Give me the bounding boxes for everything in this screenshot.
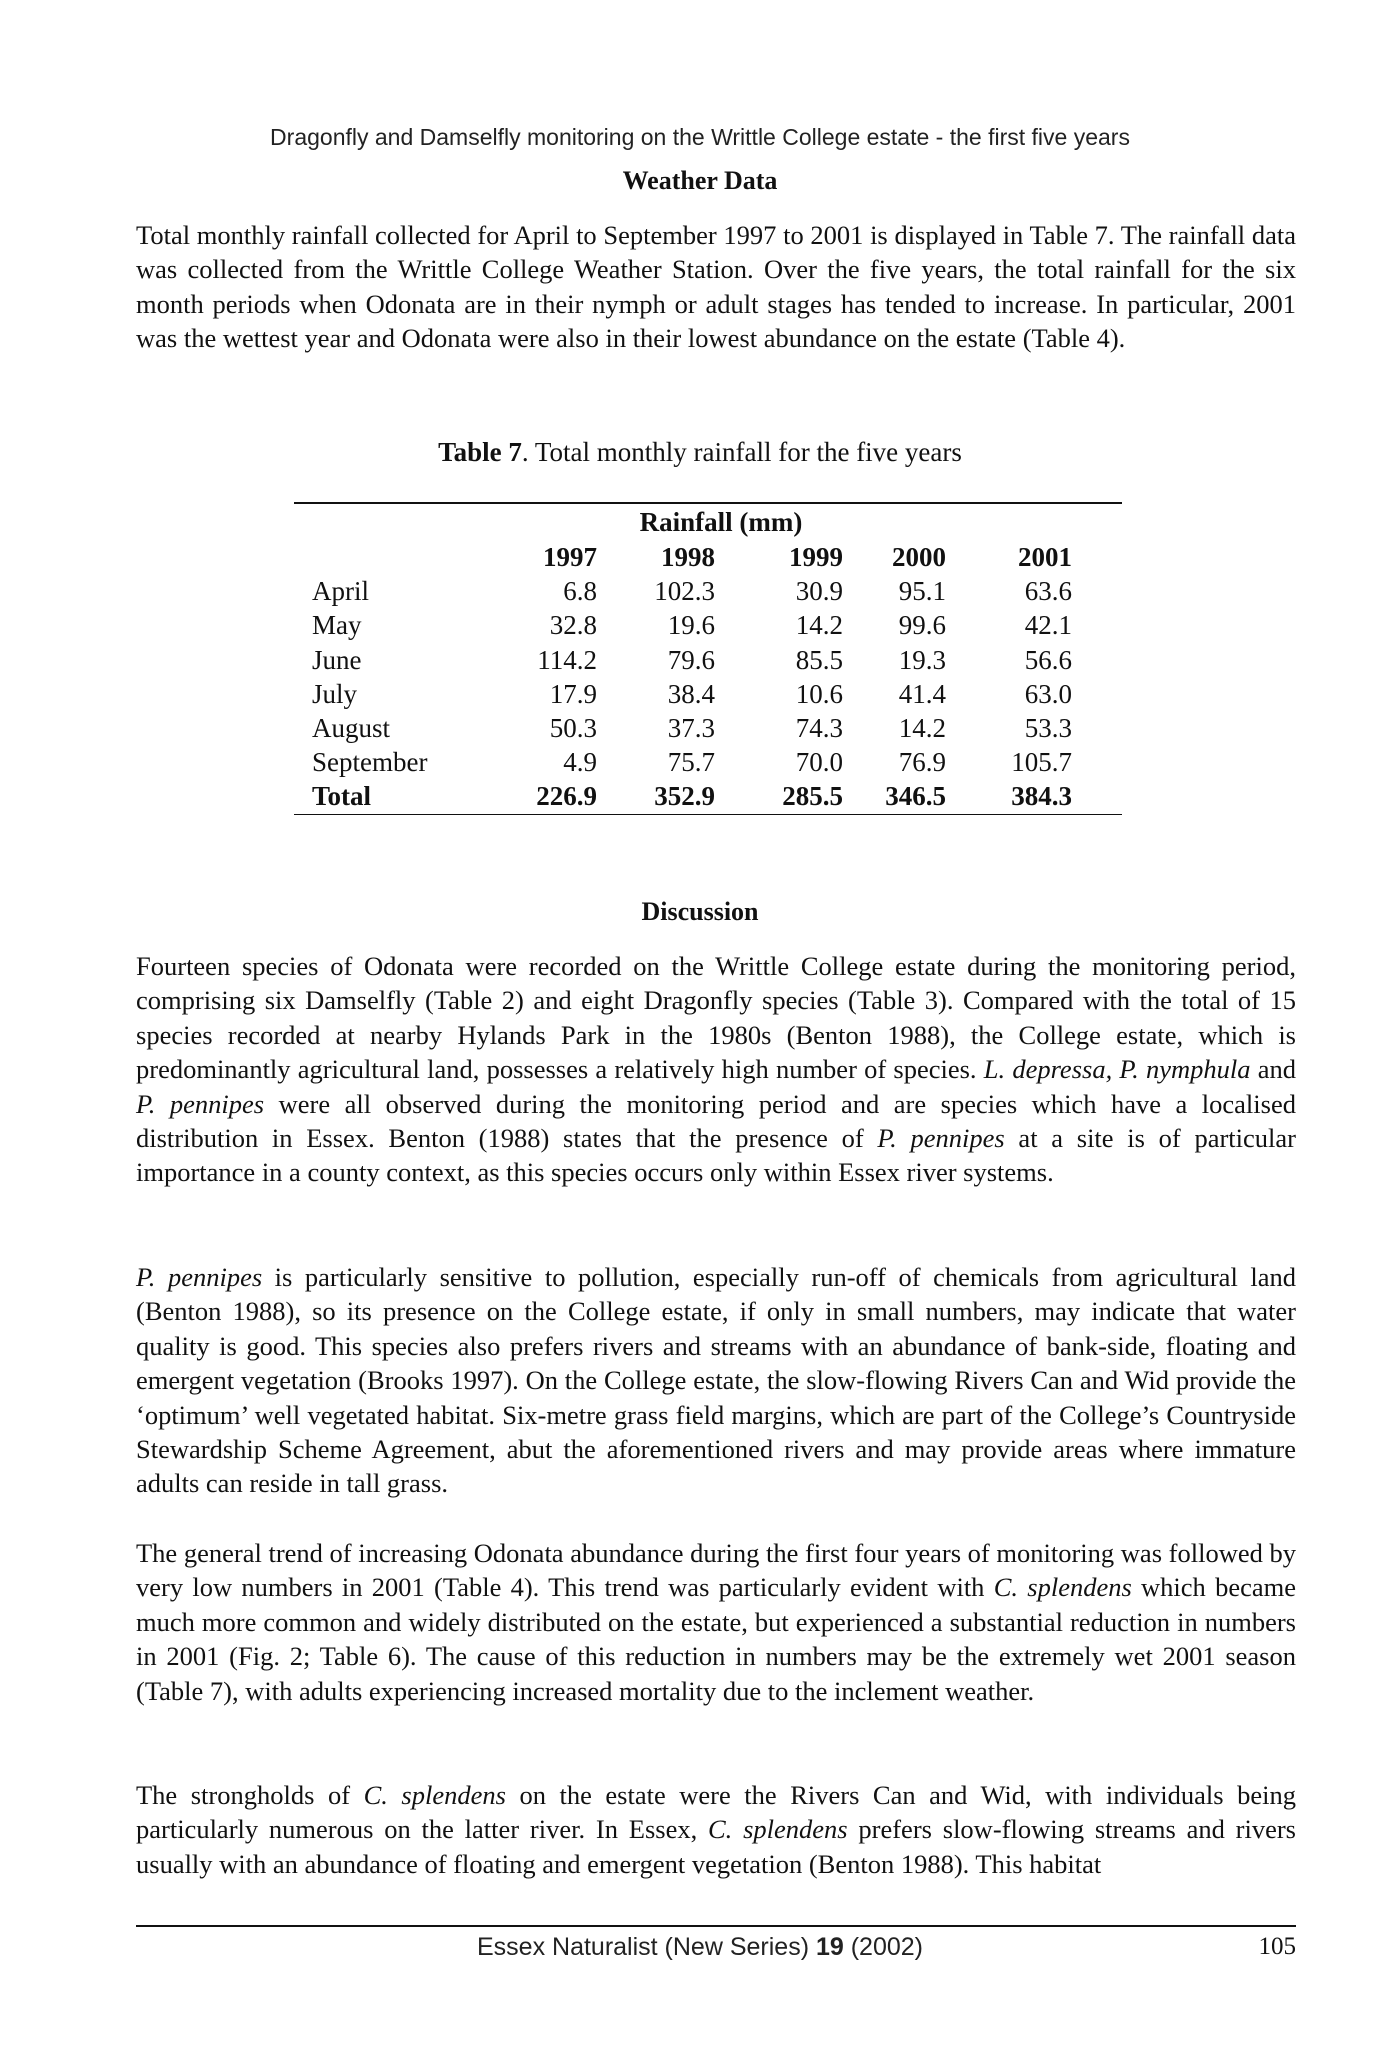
value-cell: 10.6 bbox=[795, 678, 843, 709]
text-run: and bbox=[1250, 1054, 1297, 1085]
table-group-header: Rainfall (mm) bbox=[639, 507, 803, 537]
text-run: which became much more common and widely distributed on the estate, but experienced a substantial reduction in numbers in 2001 (Fig. 2; Table 6). The cause of this reduction in numbers may be the extremely wet 2001 season (Table 7), with adults experiencing increased mortality due to the inclement weather. bbox=[136, 1572, 1296, 1706]
total-cell: 226.9 bbox=[536, 781, 597, 812]
journal-name: Essex Naturalist (New Series) bbox=[476, 1933, 816, 1961]
table-caption bbox=[0, 437, 1400, 468]
table-total-row bbox=[294, 779, 1122, 813]
running-head: Dragonfly and Damselfly monitoring on the Writtle College estate - the first five years bbox=[270, 124, 1130, 150]
table-row bbox=[294, 677, 1122, 711]
month-cell: June bbox=[312, 644, 362, 675]
text-run: on the estate were the Rivers Can and Wid, with individuals being particularly numerous on the latter river. In Essex, bbox=[136, 1780, 1297, 1845]
value-cell: 32.8 bbox=[549, 610, 597, 641]
value-cell: 79.6 bbox=[667, 644, 715, 675]
discussion-paragraph-1 bbox=[136, 949, 1296, 1190]
footer-rule bbox=[136, 1925, 1296, 1927]
species-name: P. pennipes bbox=[136, 1262, 263, 1292]
table-bottom-rule bbox=[294, 814, 1122, 815]
discussion-section-title: Discussion bbox=[641, 897, 759, 926]
value-cell: 37.3 bbox=[667, 712, 715, 743]
header-year: 1998 bbox=[661, 542, 715, 572]
value-cell: 19.3 bbox=[898, 644, 946, 675]
header-month-cell bbox=[294, 540, 482, 574]
text-run: The strongholds of bbox=[136, 1780, 364, 1810]
journal-year: (2002) bbox=[843, 1933, 923, 1961]
month-cell: July bbox=[312, 678, 358, 709]
month-cell: September bbox=[312, 747, 428, 778]
species-name: P. pennipes bbox=[877, 1123, 1005, 1154]
value-cell: 56.6 bbox=[1024, 644, 1072, 675]
value-cell: 14.2 bbox=[898, 712, 946, 743]
value-cell: 50.3 bbox=[549, 712, 597, 743]
value-cell: 76.9 bbox=[898, 747, 946, 778]
weather-section-title: Weather Data bbox=[622, 166, 778, 195]
text-run: at a site is of particular importance in a county context, as this species occurs only within Essex river systems. bbox=[136, 1123, 1296, 1188]
table-caption-label: Table 7 bbox=[438, 437, 522, 467]
value-cell: 75.7 bbox=[667, 747, 715, 778]
discussion-paragraph-3 bbox=[136, 1536, 1296, 1708]
value-cell: 70.0 bbox=[795, 747, 843, 778]
table-row bbox=[294, 745, 1122, 779]
text-run: prefers slow-flowing streams and rivers usually with an abundance of floating and emergent vegetation (Benton 1988). This habitat bbox=[136, 1814, 1296, 1879]
text-run: is particularly sensitive to pollution, especially run-off of chemicals from agricultural land (Benton 1988), so its presence on the College estate, if only in small numbers, may indicate that water quality is good. This species also prefers rivers and streams with an abundance of bank-side, floating and emergent vegetation (Brooks 1997). On the College estate, the slow-flowing Rivers Can and Wid provide the ‘optimum’ well vegetated habitat. Six-metre grass field margins, which are part of the College’s Countryside Stewardship Scheme Agreement, abut the aforementioned rivers and may provide areas where immature adults can reside in tall grass. bbox=[136, 1262, 1296, 1499]
table-row bbox=[294, 711, 1122, 745]
value-cell: 74.3 bbox=[795, 712, 843, 743]
total-label: Total bbox=[312, 781, 372, 812]
month-cell: May bbox=[312, 610, 362, 641]
header-year: 1997 bbox=[543, 542, 597, 572]
text-run: were all observed during the monitoring period and are species which have a localised distribution in Essex. Benton (1988) states that the presence of bbox=[136, 1088, 1296, 1154]
value-cell: 102.3 bbox=[654, 576, 715, 607]
header-year: 2001 bbox=[1018, 542, 1072, 572]
total-cell: 352.9 bbox=[654, 781, 715, 812]
discussion-paragraph-2 bbox=[136, 1260, 1296, 1501]
header-year: 2000 bbox=[892, 542, 946, 572]
table-row bbox=[294, 608, 1122, 642]
value-cell: 42.1 bbox=[1024, 610, 1072, 641]
species-name: C. splendens bbox=[993, 1572, 1132, 1603]
value-cell: 4.9 bbox=[563, 747, 597, 778]
value-cell: 114.2 bbox=[537, 644, 597, 675]
value-cell: 17.9 bbox=[549, 678, 597, 709]
discussion-paragraph-4 bbox=[136, 1778, 1296, 1881]
journal-volume: 19 bbox=[815, 1933, 844, 1961]
total-cell: 285.5 bbox=[782, 781, 843, 812]
table-caption-text: . Total monthly rainfall for the five years bbox=[521, 437, 962, 467]
month-cell: April bbox=[312, 576, 369, 607]
value-cell: 41.4 bbox=[898, 678, 946, 709]
value-cell: 30.9 bbox=[795, 576, 843, 607]
value-cell: 99.6 bbox=[898, 610, 946, 641]
text-run: Fourteen species of Odonata were recorded on the Writtle College estate during the monitoring period, comprising six Damselfly (Table 2) and eight Dragonfly species (Table 3). Compared with the total of 15 species recorded at nearby Hylands Park in the 1980s (Benton 1988), the College estate, which is predominantly agricultural land, possesses a relatively high number of species. bbox=[136, 951, 1296, 1085]
value-cell: 105.7 bbox=[1011, 747, 1072, 778]
total-cell: 346.5 bbox=[885, 781, 946, 812]
species-name: P. pennipes bbox=[136, 1088, 265, 1119]
value-cell: 53.3 bbox=[1024, 712, 1072, 743]
species-name: C. splendens bbox=[363, 1780, 506, 1810]
total-cell: 384.3 bbox=[1011, 781, 1072, 812]
footer-journal bbox=[0, 1933, 1400, 1962]
species-name: L. depressa, P. nymphula bbox=[983, 1054, 1251, 1085]
rainfall-table bbox=[294, 502, 1122, 815]
value-cell: 85.5 bbox=[795, 644, 843, 675]
species-name: C. splendens bbox=[708, 1814, 848, 1845]
weather-paragraph: Total monthly rainfall collected for April to September 1997 to 2001 is displayed in Table 7. The rainfall data was collected from the Writtle College Weather Station. Over the five years, the total rainfall for the six month periods when Odonata are in their nymph or adult stages has tended to increase. In particular, 2001 was the wettest year and Odonata were also in their lowest abundance on the estate (Table 4). bbox=[136, 220, 1296, 354]
month-cell: August bbox=[312, 712, 391, 743]
table-row bbox=[294, 574, 1122, 608]
value-cell: 6.8 bbox=[563, 576, 597, 607]
table-header-row bbox=[294, 540, 1122, 574]
header-year: 1999 bbox=[789, 542, 843, 572]
page-number: 105 bbox=[1258, 1933, 1296, 1960]
value-cell: 38.4 bbox=[667, 678, 715, 709]
value-cell: 63.0 bbox=[1024, 678, 1072, 709]
value-cell: 19.6 bbox=[667, 610, 715, 641]
value-cell: 95.1 bbox=[898, 576, 946, 607]
text-run: The general trend of increasing Odonata abundance during the first four years of monitoring was followed by very low numbers in 2001 (Table 4). This trend was particularly evident with bbox=[136, 1538, 1296, 1603]
table-row bbox=[294, 643, 1122, 677]
value-cell: 63.6 bbox=[1024, 576, 1072, 607]
value-cell: 14.2 bbox=[795, 610, 843, 641]
